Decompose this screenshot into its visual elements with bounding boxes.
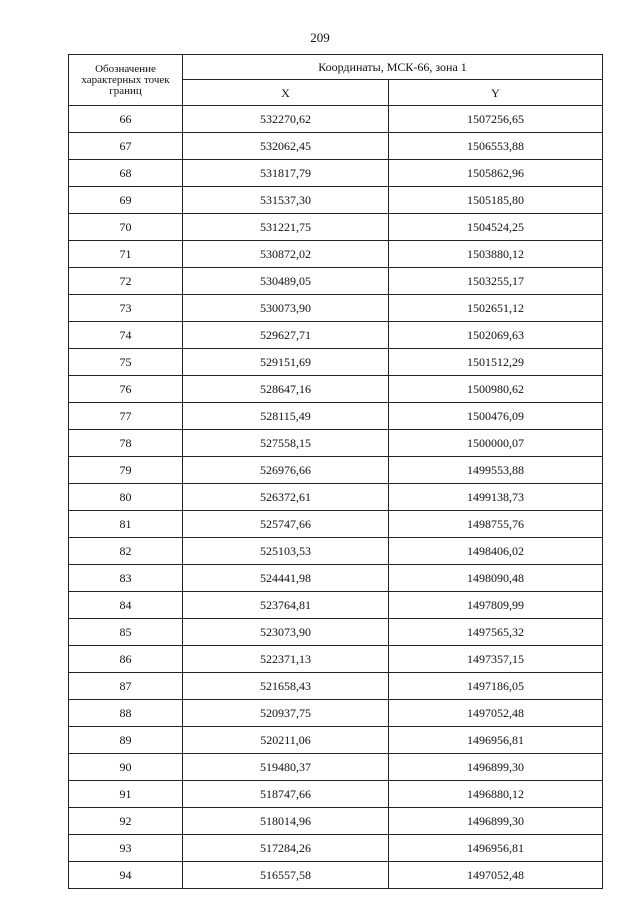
header-point-designation: Обозначение характерных точек границ [69,55,183,106]
table-row [69,808,603,835]
x-coordinate-cell: 530073,90 [183,295,389,322]
table-row [69,673,603,700]
point-number-cell: 67 [69,133,183,160]
y-coordinate-cell: 1502069,63 [389,322,603,349]
table-row [69,835,603,862]
x-coordinate-cell: 518014,96 [183,808,389,835]
x-coordinate-cell: 531817,79 [183,160,389,187]
table-row [69,430,603,457]
x-coordinate-cell: 532270,62 [183,106,389,133]
table-row [69,511,603,538]
point-number-cell: 68 [69,160,183,187]
y-coordinate-cell: 1501512,29 [389,349,603,376]
point-number-cell: 79 [69,457,183,484]
y-coordinate-cell: 1500000,07 [389,430,603,457]
point-number-cell: 83 [69,565,183,592]
y-coordinate-cell: 1497357,15 [389,646,603,673]
point-number-cell: 89 [69,727,183,754]
table-row [69,484,603,511]
table-row [69,700,603,727]
table-row [69,727,603,754]
y-coordinate-cell: 1496899,30 [389,754,603,781]
table-row [69,862,603,889]
x-coordinate-cell: 525747,66 [183,511,389,538]
x-coordinate-cell: 526976,66 [183,457,389,484]
y-coordinate-cell: 1505862,96 [389,160,603,187]
table-row [69,106,603,133]
point-number-cell: 88 [69,700,183,727]
header-y: Y [389,80,603,106]
x-coordinate-cell: 526372,61 [183,484,389,511]
point-number-cell: 72 [69,268,183,295]
x-coordinate-cell: 520211,06 [183,727,389,754]
x-coordinate-cell: 528647,16 [183,376,389,403]
point-number-cell: 69 [69,187,183,214]
table-row [69,754,603,781]
y-coordinate-cell: 1496880,12 [389,781,603,808]
x-coordinate-cell: 525103,53 [183,538,389,565]
x-coordinate-cell: 529627,71 [183,322,389,349]
table-row [69,376,603,403]
x-coordinate-cell: 517284,26 [183,835,389,862]
point-number-cell: 92 [69,808,183,835]
y-coordinate-cell: 1505185,80 [389,187,603,214]
x-coordinate-cell: 524441,98 [183,565,389,592]
table-row [69,295,603,322]
table-row [69,457,603,484]
y-coordinate-cell: 1500980,62 [389,376,603,403]
x-coordinate-cell: 516557,58 [183,862,389,889]
table-row [69,268,603,295]
table-row [69,322,603,349]
x-coordinate-cell: 531537,30 [183,187,389,214]
point-number-cell: 94 [69,862,183,889]
point-number-cell: 87 [69,673,183,700]
y-coordinate-cell: 1499553,88 [389,457,603,484]
x-coordinate-cell: 519480,37 [183,754,389,781]
y-coordinate-cell: 1497809,99 [389,592,603,619]
y-coordinate-cell: 1497052,48 [389,862,603,889]
y-coordinate-cell: 1499138,73 [389,484,603,511]
x-coordinate-cell: 521658,43 [183,673,389,700]
y-coordinate-cell: 1498090,48 [389,565,603,592]
x-coordinate-cell: 530489,05 [183,268,389,295]
table-row [69,187,603,214]
x-coordinate-cell: 520937,75 [183,700,389,727]
table-row [69,619,603,646]
point-number-cell: 70 [69,214,183,241]
table-row [69,646,603,673]
y-coordinate-cell: 1504524,25 [389,214,603,241]
y-coordinate-cell: 1496899,30 [389,808,603,835]
table-row [69,403,603,430]
table-row [69,349,603,376]
x-coordinate-cell: 523764,81 [183,592,389,619]
point-number-cell: 86 [69,646,183,673]
y-coordinate-cell: 1502651,12 [389,295,603,322]
point-number-cell: 85 [69,619,183,646]
point-number-cell: 93 [69,835,183,862]
point-number-cell: 71 [69,241,183,268]
point-number-cell: 78 [69,430,183,457]
y-coordinate-cell: 1500476,09 [389,403,603,430]
y-coordinate-cell: 1503880,12 [389,241,603,268]
point-number-cell: 91 [69,781,183,808]
point-number-cell: 77 [69,403,183,430]
point-number-cell: 66 [69,106,183,133]
table-row [69,565,603,592]
point-number-cell: 90 [69,754,183,781]
y-coordinate-cell: 1497052,48 [389,700,603,727]
point-number-cell: 73 [69,295,183,322]
header-x: X [183,80,389,106]
y-coordinate-cell: 1498406,02 [389,538,603,565]
point-number-cell: 76 [69,376,183,403]
x-coordinate-cell: 528115,49 [183,403,389,430]
coordinates-table [68,54,603,889]
point-number-cell: 74 [69,322,183,349]
table-row [69,592,603,619]
y-coordinate-cell: 1496956,81 [389,727,603,754]
page-number: 209 [310,30,330,45]
y-coordinate-cell: 1507256,65 [389,106,603,133]
x-coordinate-cell: 527558,15 [183,430,389,457]
point-number-cell: 80 [69,484,183,511]
x-coordinate-cell: 529151,69 [183,349,389,376]
y-coordinate-cell: 1497186,05 [389,673,603,700]
y-coordinate-cell: 1496956,81 [389,835,603,862]
point-number-cell: 81 [69,511,183,538]
point-number-cell: 75 [69,349,183,376]
header-coordinates-system: Координаты, МСК-66, зона 1 [183,55,603,80]
table-row [69,781,603,808]
table-row [69,241,603,268]
point-number-cell: 84 [69,592,183,619]
point-number-cell: 82 [69,538,183,565]
x-coordinate-cell: 522371,13 [183,646,389,673]
x-coordinate-cell: 531221,75 [183,214,389,241]
x-coordinate-cell: 532062,45 [183,133,389,160]
y-coordinate-cell: 1503255,17 [389,268,603,295]
x-coordinate-cell: 530872,02 [183,241,389,268]
x-coordinate-cell: 518747,66 [183,781,389,808]
table-header [69,55,603,106]
x-coordinate-cell: 523073,90 [183,619,389,646]
table-row [69,160,603,187]
table-body [69,106,603,889]
table-row [69,214,603,241]
table-row [69,538,603,565]
y-coordinate-cell: 1506553,88 [389,133,603,160]
table-row [69,133,603,160]
y-coordinate-cell: 1497565,32 [389,619,603,646]
y-coordinate-cell: 1498755,76 [389,511,603,538]
